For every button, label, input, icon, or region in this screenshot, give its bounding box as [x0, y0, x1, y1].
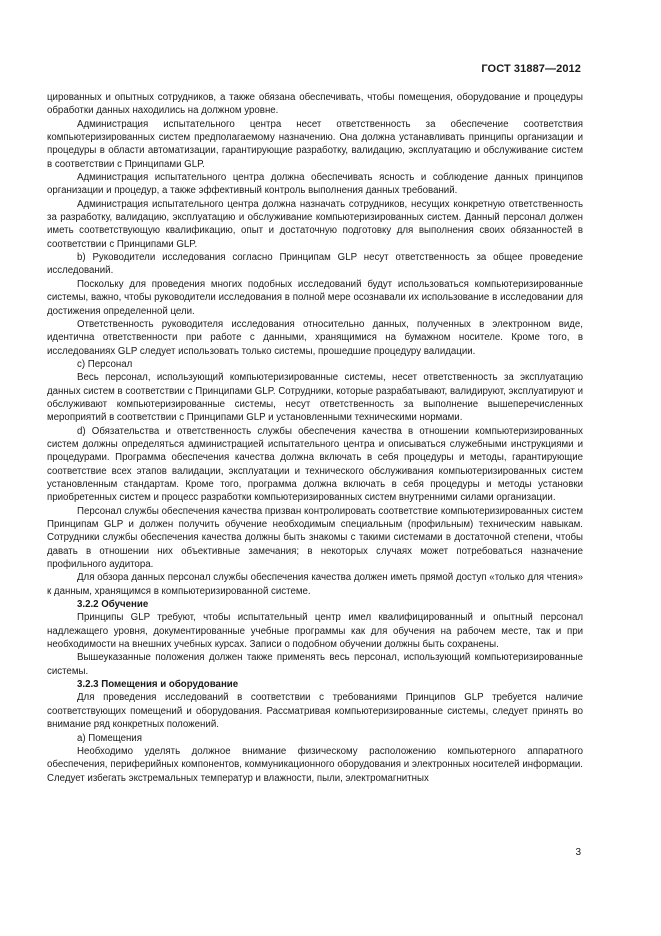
body-paragraph: Для проведения исследований в соответствии с требованиями Принципов GLP требуется наличие соответствующих помещений и оборудования. Рассматривая компьютеризированные системы, следует принять во внимание ряд конкретных положений. [47, 692, 583, 731]
body-paragraph: Для обзора данных персонал службы обеспечения качества должен иметь прямой доступ «только для чтения» к данным, хранящимся в компьютеризированной системе. [47, 572, 583, 597]
section-heading: 3.2.2 Обучение [77, 599, 149, 611]
body-paragraph: Администрация испытательного центра должна назначать сотрудников, несущих конкретную ответственность за разработку, валидацию, эксплуатацию и обслуживание компьютеризированных систем. Данный персонал должен иметь соответствующую квалификацию, опыт и достаточную подготовку для выполнения своих обязанностей в соответствии с Принципами GLP. [47, 198, 583, 250]
body-paragraph: Необходимо уделять должное внимание физическому расположению компьютерного аппаратного обеспечения, периферийных компонентов, коммуникационного оборудования и электронных носителей информации. Следует избегать экстремальных температур и влажности, пыли, электромагнитных [47, 745, 583, 784]
body-paragraph: a) Помещения [77, 732, 142, 744]
body-paragraph: Принципы GLP требуют, чтобы испытательный центр имел квалифицированный и опытный персонал надлежащего уровня, документированные учебные программы как для обучения на рабочем месте, так и при необходимости на внешних учебных курсах. Записи о подобном обучении должны быть сохранены. [47, 612, 583, 651]
body-paragraph: цированных и опытных сотрудников, а также обязана обеспечивать, чтобы помещения, оборудование и процедуры обработки данных находились на должном уровне. [47, 92, 583, 117]
body-paragraph: Администрация испытательного центра несет ответственность за обеспечение соответствия компьютеризированных систем предполагаемому назначению. Она должна устанавливать принципы организации и процедуры в области автоматизации, гарантирующие разработку, валидацию, эксплуатацию и обслуживание систем в соответствии с Принципами GLP. [47, 118, 583, 170]
body-paragraph: c) Персонал [77, 358, 133, 370]
document-code-header: ГОСТ 31887—2012 [481, 63, 581, 75]
body-paragraph: d) Обязательства и ответственность службы обеспечения качества в отношении компьютеризированных систем должны определяться администрацией испытательного центра и описываться служебными инструкциями и процедурами. Программа обеспечения качества должна включать в себя процедуры и методы, гарантирующие соответствие всех этапов валидации, эксплуатации и технического обслуживания компьютеризированных систем установленным стандартам. Кроме того, программа должна включать в себя процедуры и методы установки приобретенных систем и процесс разработки компьютеризированных систем внутренними силами организации. [47, 425, 583, 504]
page-number: 3 [575, 847, 581, 858]
document-body [47, 91, 583, 785]
section-heading: 3.2.3 Помещения и оборудование [77, 679, 239, 691]
body-paragraph: Вышеуказанные положения должен также применять весь персонал, использующий компьютеризированные системы. [47, 652, 583, 677]
body-paragraph: Весь персонал, использующий компьютеризированные системы, несет ответственность за эксплуатацию данных систем в соответствии с Принципами GLP. Сотрудники, которые разрабатывают, валидируют, эксплуатируют и обслуживают компьютеризированные системы, несут ответственность за выполнение вышеперечисленных мероприятий в соответствии с Принципами GLP и установленными техническими нормами. [47, 372, 583, 424]
body-paragraph: Администрация испытательного центра должна обеспечивать ясность и соблюдение данных принципов организации и процедур, а также эффективный контроль выполнения данных требований. [47, 172, 583, 197]
body-paragraph: Персонал службы обеспечения качества призван контролировать соответствие компьютеризированных систем Принципам GLP и должен получить обучение необходимым специальным (профильным) техническим навыкам. Сотрудники службы обеспечения качества должны быть знакомы с такими системами в достаточной степени, чтобы давать в отношении них объективные замечания; в некоторых случаях может потребоваться назначение профильного аудитора. [47, 505, 583, 571]
body-paragraph: Поскольку для проведения многих подобных исследований будут использоваться компьютеризированные системы, важно, чтобы руководители исследования в полной мере осознавали их использование в исследовании для достижения определенной цели. [47, 278, 583, 317]
body-paragraph: b) Руководители исследования согласно Принципам GLP несут ответственность за общее проведение исследований. [47, 252, 583, 277]
body-paragraph: Ответственность руководителя исследования относительно данных, полученных в электронном виде, идентична ответственности при работе с данными, хранящимися на бумажном носителе. Кроме того, в исследованиях GLP следует использовать только системы, прошедшие процедуру валидации. [47, 318, 583, 357]
